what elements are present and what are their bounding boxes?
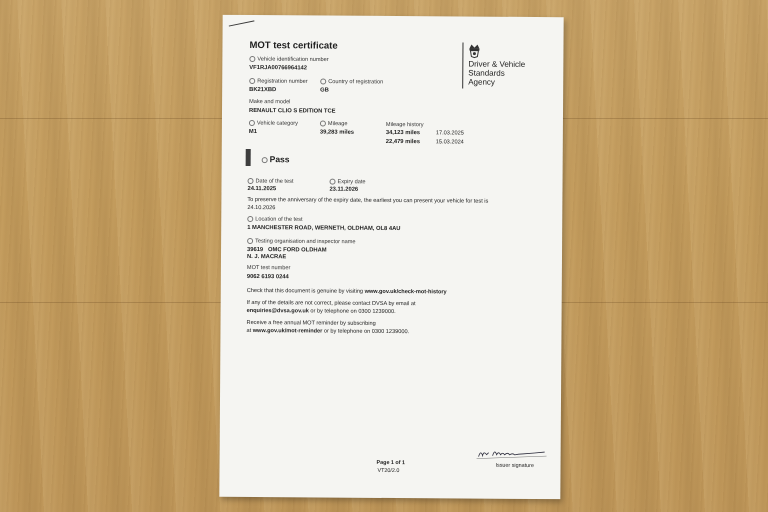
mileage-value: 39,283 miles	[319, 129, 355, 136]
test-number-label: MOT test number	[246, 264, 291, 272]
result-pass: Pass	[262, 154, 290, 164]
contact-line: enquiries@dvsa.gov.uk or by telephone on 0300 1239000.	[246, 307, 396, 316]
preserve-note: To preserve the anniversary of the expiry date, the earliest you can present your vehicle for test is	[247, 196, 489, 205]
agency-line-2: Standards	[468, 68, 505, 78]
make-model-value: RENAULT CLIO S EDITION TCE	[248, 108, 336, 115]
check-mot-history-link[interactable]: www.gov.uk/check-mot-history	[364, 288, 447, 296]
issuer-signature-icon	[475, 447, 547, 462]
info-icon	[320, 78, 326, 84]
test-number-value: 9062 6193 0244	[246, 273, 289, 281]
mileage-history-date: 15.03.2024	[435, 139, 464, 146]
info-icon	[247, 216, 253, 222]
make-model-label: Make and model	[249, 99, 291, 106]
pen-mark	[229, 20, 255, 26]
country-value: GB	[320, 87, 329, 94]
org-value: 39619 OMC FORD OLDHAM	[247, 246, 327, 254]
page-number: Page 1 of 1	[376, 459, 406, 467]
vin-value: VF1RJA00766964142	[249, 65, 308, 72]
expiry-value: 23.11.2026	[329, 186, 359, 193]
mileage-history-miles: 22,479 miles	[385, 138, 420, 146]
expiry-label: Expiry date	[330, 179, 366, 186]
check-icon	[262, 157, 268, 163]
info-icon	[249, 78, 255, 84]
signature-label: Issuer signature	[495, 462, 534, 469]
vin-label: Vehicle identification number	[249, 56, 328, 63]
test-date-label: Date of the test	[248, 178, 294, 185]
dvsa-email-link[interactable]: enquiries@dvsa.gov.uk	[246, 307, 309, 315]
brand-divider	[462, 42, 463, 88]
mileage-history-label: Mileage history	[385, 121, 424, 129]
registration-value: BK21XBD	[249, 87, 277, 94]
info-icon	[330, 179, 336, 185]
info-icon	[320, 120, 326, 126]
form-code: VT20/2.0	[377, 467, 400, 475]
mileage-history-miles: 34,123 miles	[385, 129, 421, 137]
inspector-value: N. J. MACRAE	[246, 253, 287, 261]
country-label: Country of registration	[320, 78, 383, 85]
preserve-date: 24.10.2026	[247, 204, 276, 212]
location-label: Location of the test	[247, 216, 302, 223]
info-icon	[248, 178, 254, 184]
info-icon	[249, 56, 255, 62]
mileage-label: Mileage	[320, 120, 348, 127]
test-date-value: 24.11.2025	[247, 185, 277, 193]
result-bar	[246, 149, 251, 166]
agency-name	[468, 60, 525, 88]
info-icon	[247, 238, 253, 244]
royal-crest-icon	[466, 43, 482, 59]
location-value: 1 MANCHESTER ROAD, WERNETH, OLDHAM, OL8 4AU	[247, 224, 401, 233]
mileage-history-date: 17.03.2025	[435, 130, 464, 137]
reminder-line: at www.gov.uk/mot-reminder or by telephone on 0300 1239000.	[246, 327, 410, 336]
org-label: Testing organisation and inspector name	[247, 238, 355, 245]
incorrect-details-text: If any of the details are not correct, please contact DVSA by email at	[246, 299, 416, 308]
check-genuine-text: Check that this document is genuine by visiting www.gov.uk/check-mot-history	[246, 287, 447, 296]
agency-line-3: Agency	[468, 77, 495, 88]
registration-label: Registration number	[249, 78, 307, 85]
certificate-title: MOT test certificate	[249, 40, 338, 52]
mot-reminder-link[interactable]: www.gov.uk/mot-reminder	[252, 328, 323, 335]
mot-certificate-paper	[219, 15, 563, 499]
agency-line-1: Driver & Vehicle	[468, 59, 526, 69]
category-label: Vehicle category	[249, 120, 298, 127]
reminder-text: Receive a free annual MOT reminder by subscribing	[246, 319, 376, 327]
info-icon	[249, 120, 255, 126]
category-value: M1	[248, 129, 257, 136]
